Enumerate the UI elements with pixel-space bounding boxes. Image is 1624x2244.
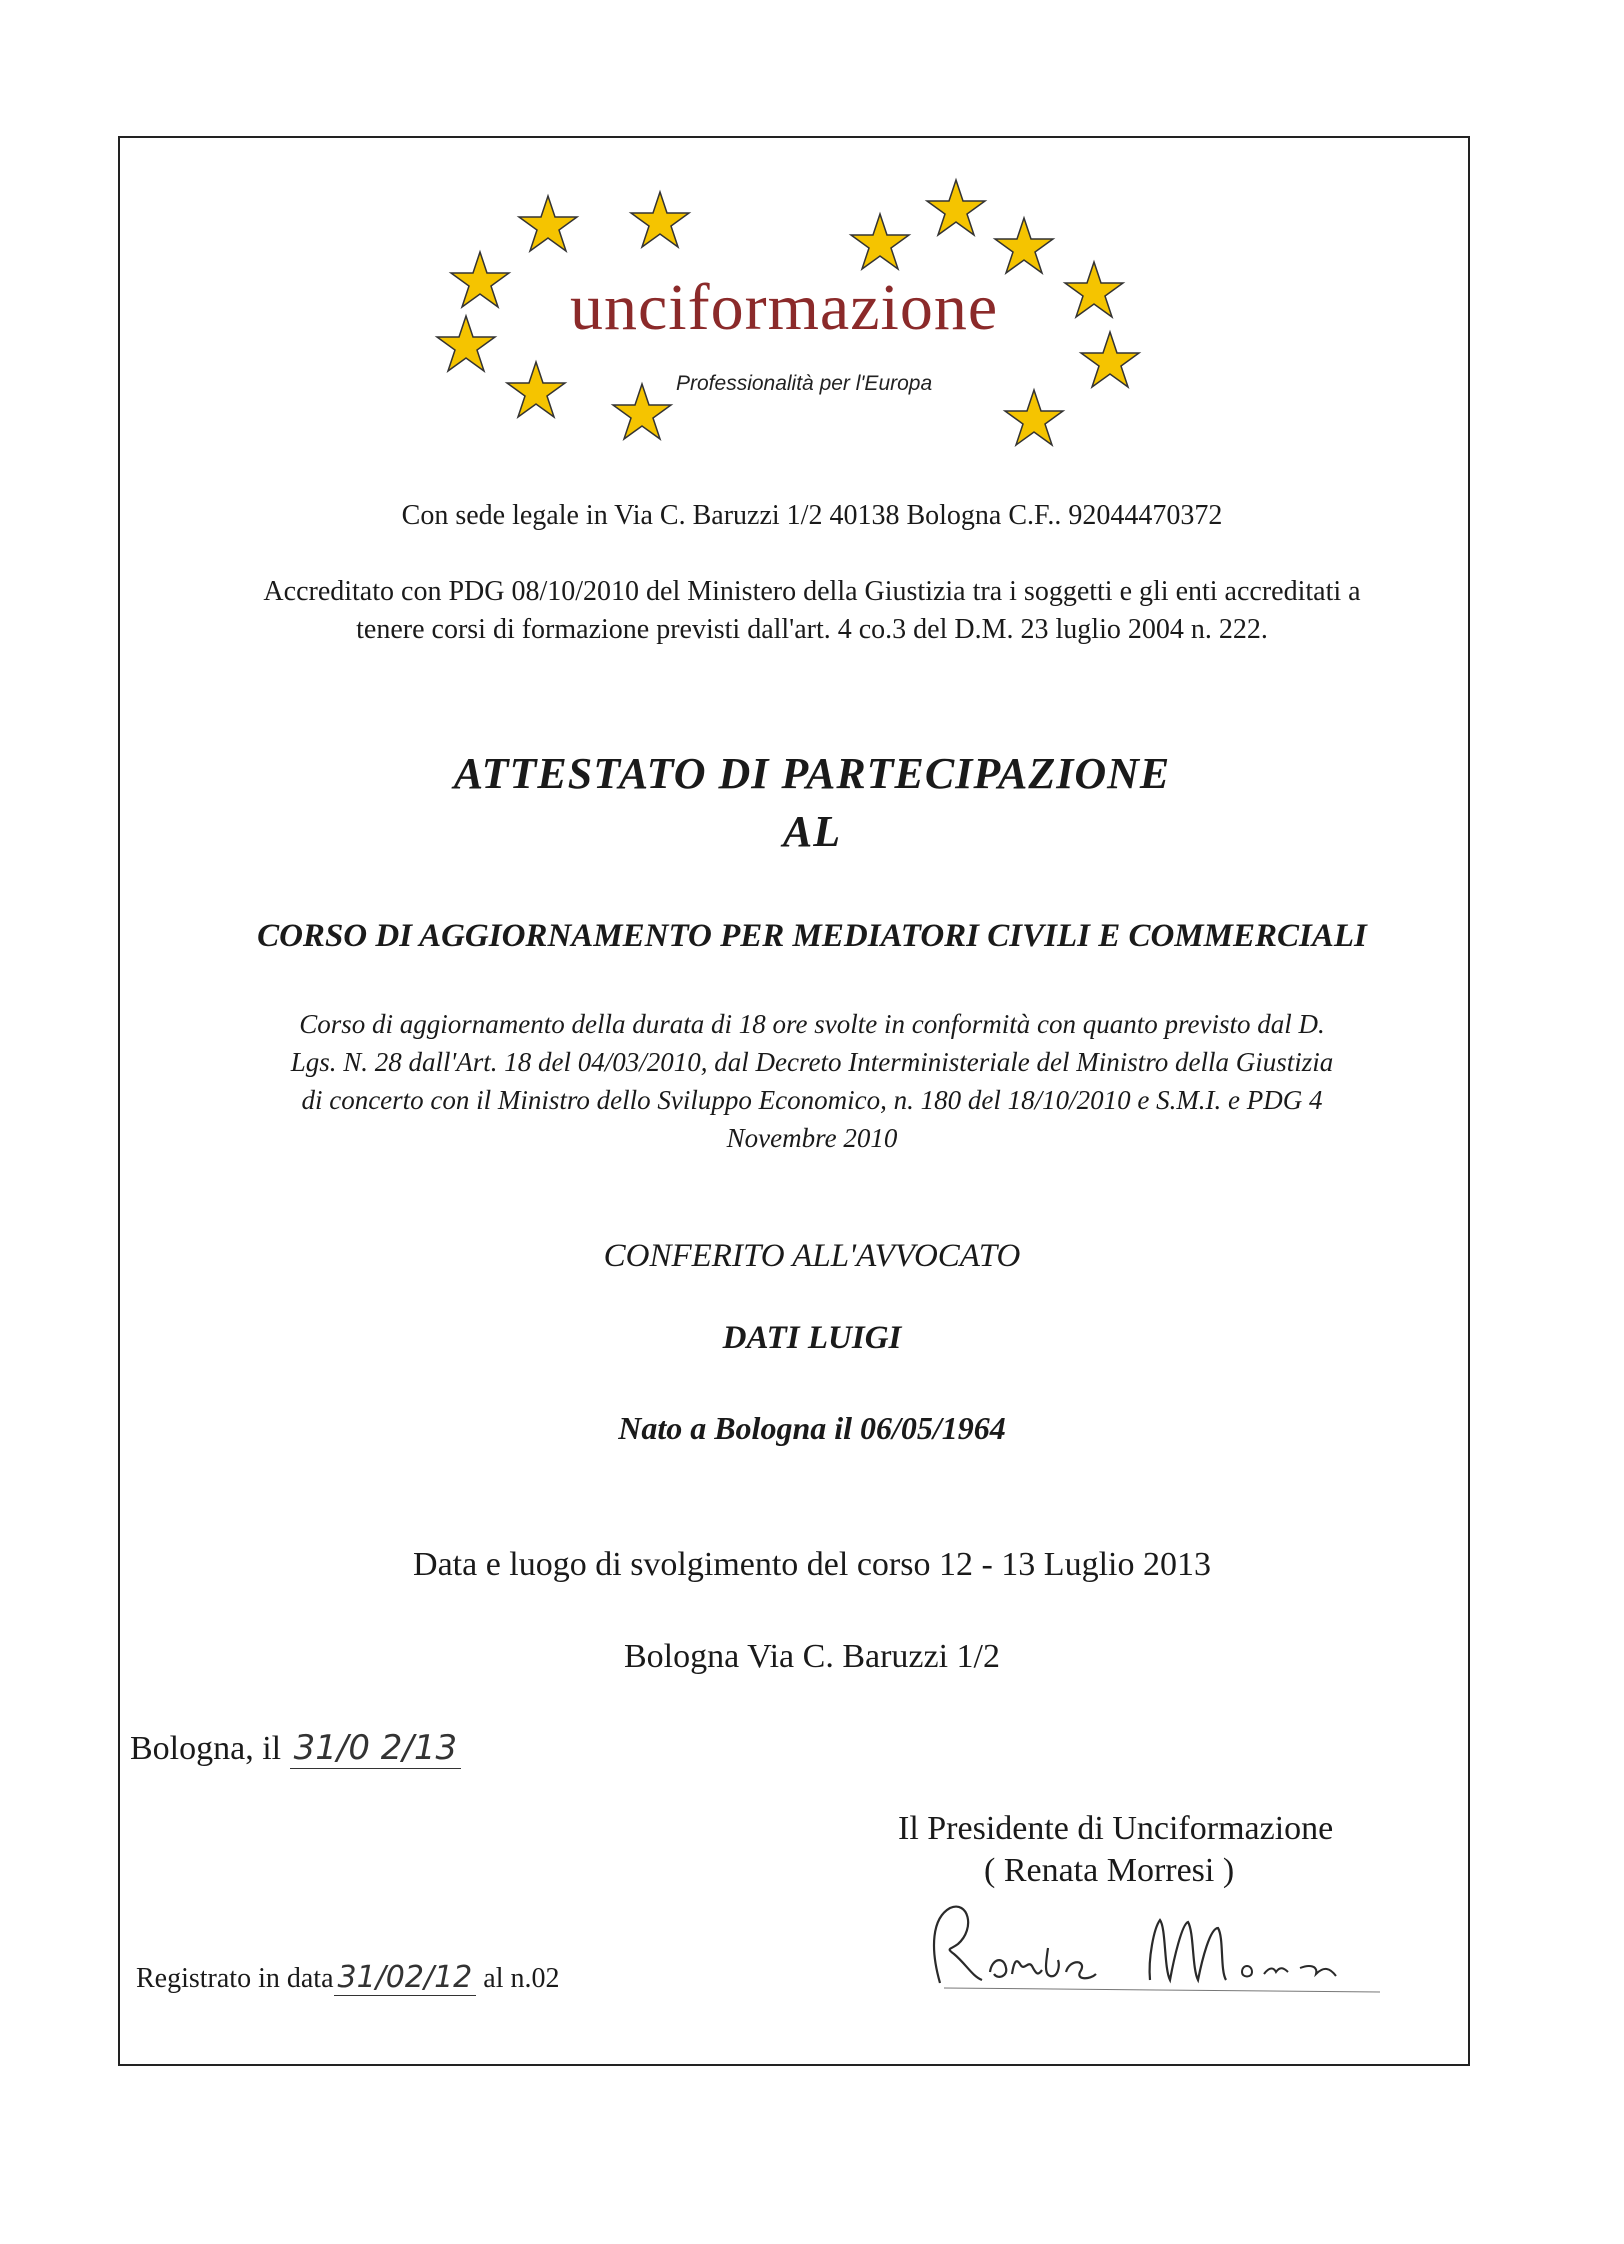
registration-label: Registrato in data xyxy=(136,1963,334,1994)
president-name: ( Renata Morresi ) xyxy=(984,1852,1235,1889)
registration-line xyxy=(136,1960,559,1996)
registration-date: 31/02/12 xyxy=(334,1960,477,1996)
issue-date-handwritten: 31/0 2/13 xyxy=(290,1728,462,1769)
registration-number: al n.02 xyxy=(483,1963,560,1994)
star-icon xyxy=(1081,332,1139,387)
course-description-line: Corso di aggiornamento della durata di 18 ore svolte in conformità con quanto previsto dal D. xyxy=(299,1009,1325,1039)
certificate-title-al: AL xyxy=(782,807,842,856)
course-place: Bologna Via C. Baruzzi 1/2 xyxy=(624,1638,1000,1675)
course-title: CORSO DI AGGIORNAMENTO PER MEDIATORI CIVILI E COMMERCIALI xyxy=(257,918,1367,954)
logo-wordmark: unciformazione xyxy=(570,271,999,344)
issue-date xyxy=(130,1728,461,1769)
star-icon xyxy=(1065,262,1123,317)
conferred-label: CONFERITO ALL'AVVOCATO xyxy=(603,1238,1021,1274)
logo-tagline: Professionalità per l'Europa xyxy=(676,372,933,395)
accreditation-line-2: tenere corsi di formazione previsti dall'art. 4 co.3 del D.M. 23 luglio 2004 n. 222. xyxy=(356,614,1268,645)
star-icon xyxy=(507,362,565,417)
star-icon xyxy=(927,180,985,235)
star-icon xyxy=(519,196,577,251)
star-icon xyxy=(1005,390,1063,445)
certificate-title: ATTESTATO DI PARTECIPAZIONE xyxy=(453,749,1171,798)
birth-info: Nato a Bologna il 06/05/1964 xyxy=(618,1410,1006,1446)
star-icon xyxy=(851,214,909,269)
star-icon xyxy=(631,192,689,247)
star-icon xyxy=(437,316,495,371)
star-icon xyxy=(995,218,1053,273)
accreditation-line-1: Accreditato con PDG 08/10/2010 del Ministero della Giustizia tra i soggetti e gli enti accreditati a xyxy=(263,576,1361,607)
course-description-line: Novembre 2010 xyxy=(726,1123,898,1153)
course-description-line: Lgs. N. 28 dall'Art. 18 del 04/03/2010, dal Decreto Interministeriale del Ministro della Giustizia xyxy=(290,1047,1334,1077)
course-description-line: di concerto con il Ministro dello Sviluppo Economico, n. 180 del 18/10/2010 e S.M.I. e PDG 4 xyxy=(301,1085,1323,1115)
issue-date-label: Bologna, il xyxy=(130,1730,282,1767)
star-icon xyxy=(451,252,509,307)
recipient-name: DATI LUIGI xyxy=(722,1320,902,1356)
course-dates: Data e luogo di svolgimento del corso 12 - 13 Luglio 2013 xyxy=(413,1546,1211,1583)
president-title: Il Presidente di Unciformazione xyxy=(898,1810,1334,1847)
star-icon xyxy=(613,384,671,439)
address-line: Con sede legale in Via C. Baruzzi 1/2 40138 Bologna C.F.. 92044470372 xyxy=(401,500,1223,531)
